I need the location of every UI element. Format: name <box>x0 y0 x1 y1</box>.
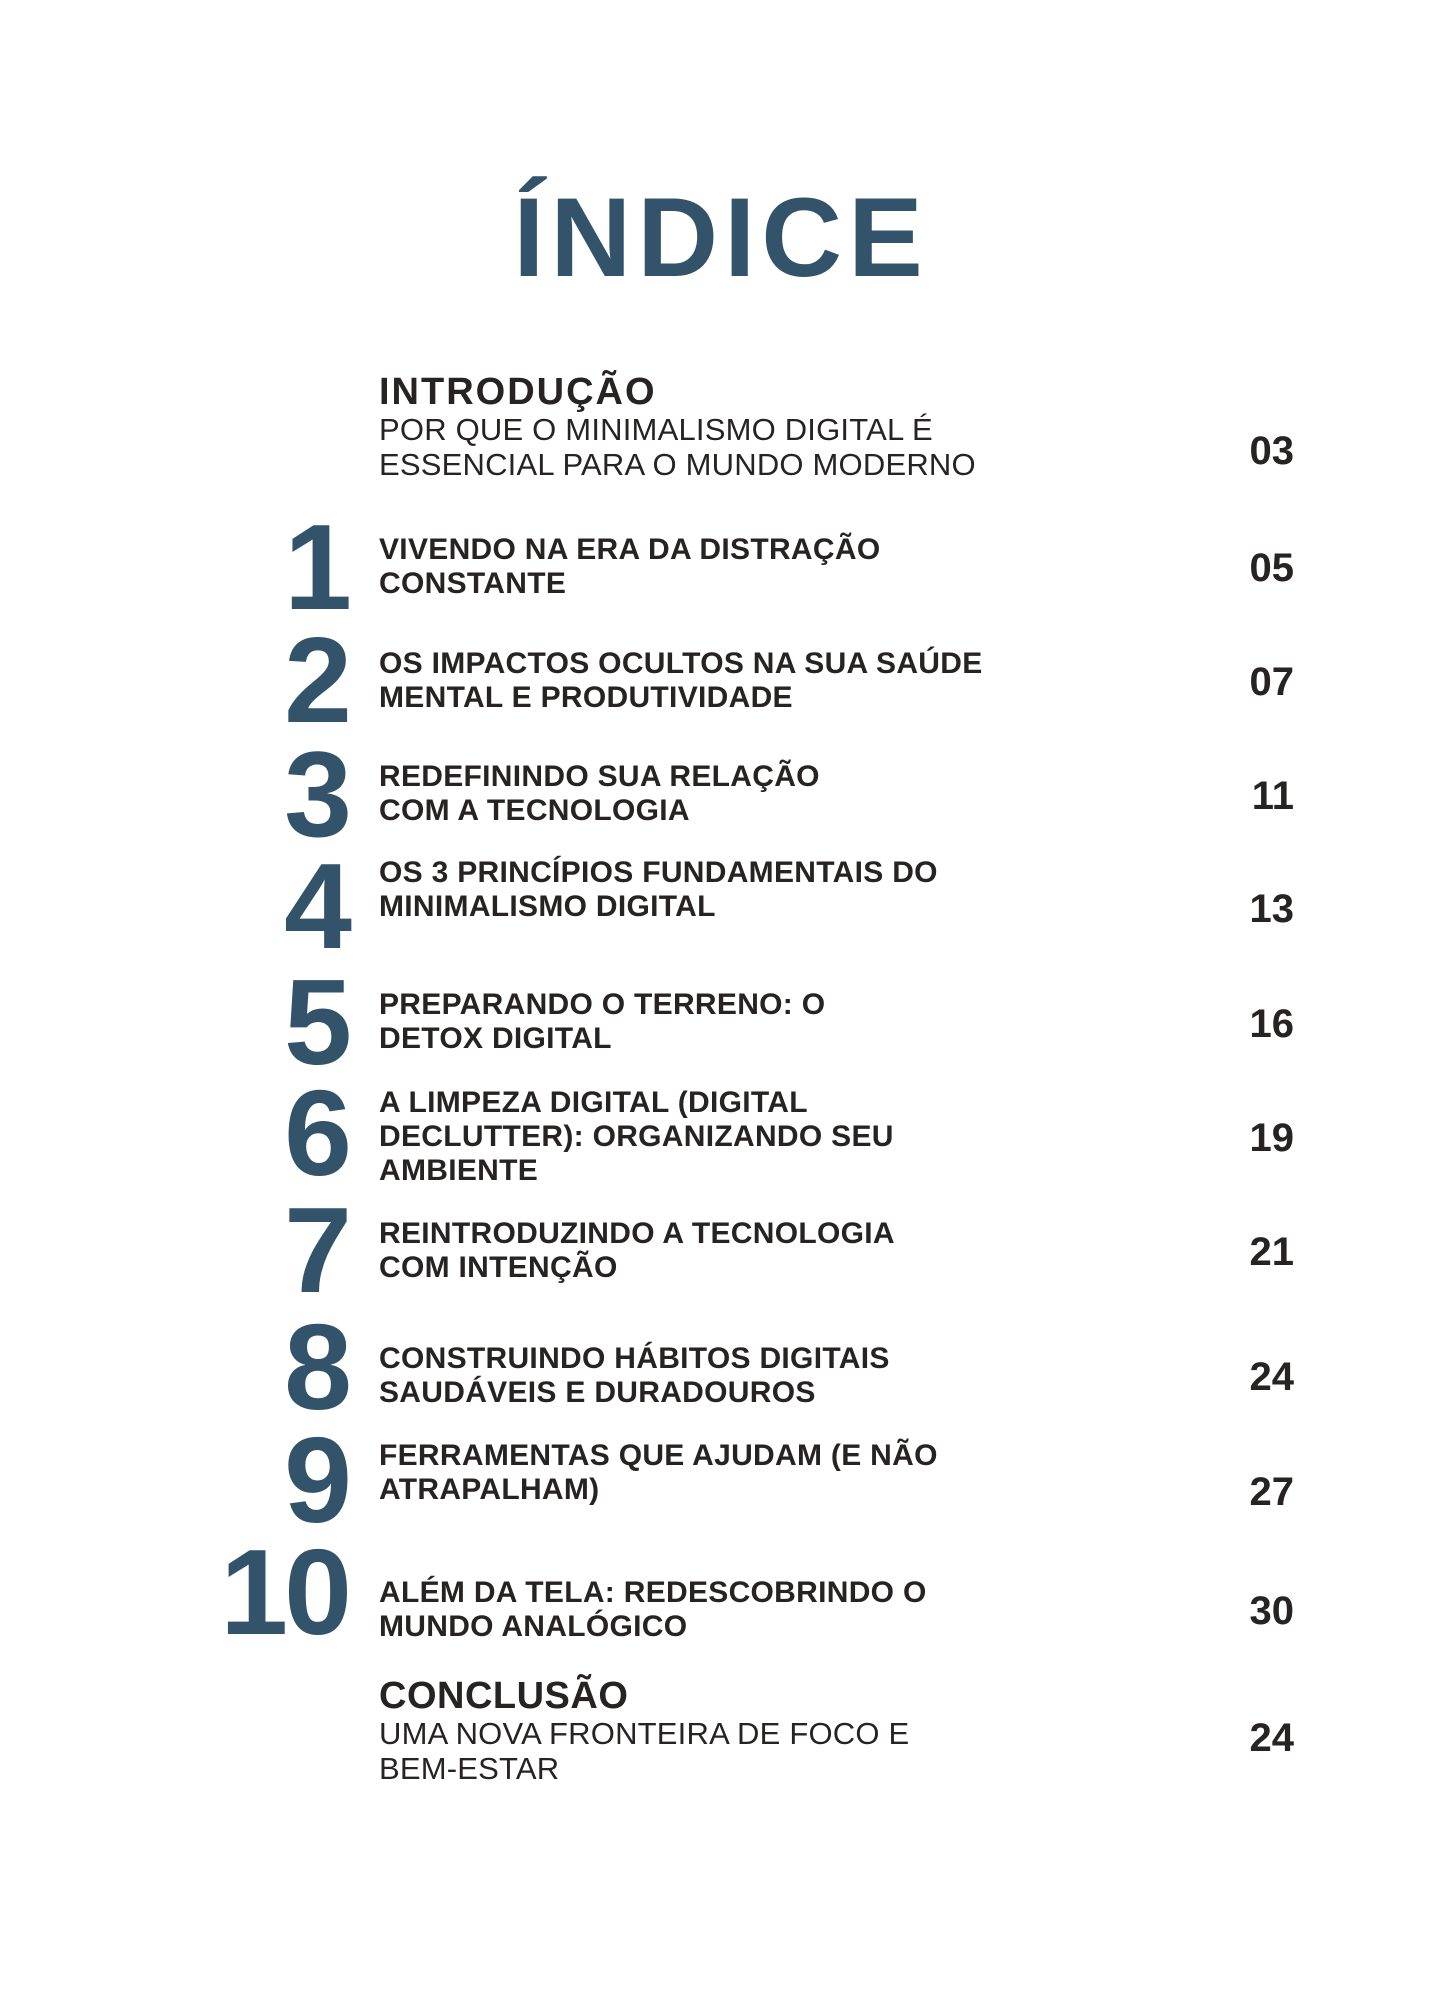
chapter-number-9: 9 <box>284 1412 348 1548</box>
toc-chapter-7[interactable] <box>379 1217 1139 1285</box>
toc-chapter-3[interactable] <box>379 760 1139 828</box>
chapter-title-line: FERRAMENTAS QUE AJUDAM (E NÃO <box>379 1439 938 1472</box>
chapter-number-3: 3 <box>284 726 348 862</box>
toc-chapter-5[interactable] <box>379 988 1139 1056</box>
toc-chapter-2[interactable] <box>379 647 1139 715</box>
chapter-title-line: MENTAL E PRODUTIVIDADE <box>379 681 793 714</box>
chapter-number-10: 10 <box>220 1524 348 1660</box>
conclusion-subtitle-line1: UMA NOVA FRONTEIRA DE FOCO E <box>379 1716 910 1751</box>
chapter-page-number: 19 <box>1249 1116 1294 1160</box>
chapter-number-4: 4 <box>284 838 348 974</box>
chapter-title-line: ALÉM DA TELA: REDESCOBRINDO O <box>379 1576 927 1609</box>
toc-chapter-1[interactable] <box>379 533 1139 601</box>
chapter-title-line: ATRAPALHAM) <box>379 1473 600 1506</box>
chapter-page-number: 07 <box>1249 660 1294 704</box>
chapter-page-number: 11 <box>1251 774 1294 818</box>
chapter-title-line: OS 3 PRINCÍPIOS FUNDAMENTAIS DO <box>379 856 938 889</box>
chapter-page-number: 30 <box>1249 1589 1294 1633</box>
intro-subtitle-line2: ESSENCIAL PARA O MUNDO MODERNO <box>379 447 976 482</box>
chapter-title-line: CONSTRUINDO HÁBITOS DIGITAIS <box>379 1342 890 1375</box>
intro-heading: INTRODUÇÃO <box>379 371 657 413</box>
intro-page-number: 03 <box>1249 429 1294 473</box>
toc-intro[interactable] <box>379 372 1139 482</box>
chapter-title-line: CONSTANTE <box>379 567 567 600</box>
chapter-title-line: PREPARANDO O TERRENO: O <box>379 988 826 1021</box>
chapter-number-5: 5 <box>284 954 348 1090</box>
chapter-title-line: MINIMALISMO DIGITAL <box>379 890 716 923</box>
chapter-number-6: 6 <box>284 1065 348 1201</box>
chapter-page-number: 13 <box>1249 887 1294 931</box>
toc-conclusion[interactable] <box>379 1676 1139 1786</box>
chapter-title-line: REDEFININDO SUA RELAÇÃO <box>379 760 820 793</box>
conclusion-page-number: 24 <box>1249 1716 1294 1760</box>
chapter-page-number: 16 <box>1249 1002 1294 1046</box>
conclusion-heading: CONCLUSÃO <box>379 1675 629 1717</box>
conclusion-subtitle-line2: BEM-ESTAR <box>379 1751 560 1786</box>
chapter-number-8: 8 <box>284 1299 348 1435</box>
chapter-page-number: 24 <box>1249 1355 1294 1399</box>
toc-chapter-4[interactable] <box>379 856 1139 924</box>
chapter-title-line: VIVENDO NA ERA DA DISTRAÇÃO <box>379 533 881 566</box>
chapter-number-2: 2 <box>284 612 348 748</box>
chapter-title-line: SAUDÁVEIS E DURADOUROS <box>379 1376 816 1409</box>
chapter-title-line: REINTRODUZINDO A TECNOLOGIA <box>379 1217 895 1250</box>
chapter-title-line: OS IMPACTOS OCULTOS NA SUA SAÚDE <box>379 647 983 680</box>
toc-chapter-6[interactable] <box>379 1086 1139 1188</box>
chapter-title-line: COM INTENÇÃO <box>379 1251 618 1284</box>
page-title: ÍNDICE <box>513 175 929 300</box>
chapter-title-line: A LIMPEZA DIGITAL (DIGITAL <box>379 1086 808 1119</box>
chapter-number-7: 7 <box>284 1182 348 1318</box>
chapter-page-number: 27 <box>1249 1470 1294 1514</box>
chapter-title-line: AMBIENTE <box>379 1154 539 1187</box>
chapter-page-number: 21 <box>1249 1230 1294 1274</box>
chapter-title-line: DECLUTTER): ORGANIZANDO SEU <box>379 1120 894 1153</box>
chapter-number-1: 1 <box>284 499 348 635</box>
chapter-title-line: DETOX DIGITAL <box>379 1022 612 1055</box>
chapter-title-line: MUNDO ANALÓGICO <box>379 1610 688 1643</box>
toc-chapter-8[interactable] <box>379 1342 1139 1410</box>
toc-chapter-9[interactable] <box>379 1439 1139 1507</box>
intro-subtitle-line1: POR QUE O MINIMALISMO DIGITAL É <box>379 412 933 447</box>
chapter-page-number: 05 <box>1249 546 1294 590</box>
toc-chapter-10[interactable] <box>379 1576 1139 1644</box>
chapter-title-line: COM A TECNOLOGIA <box>379 794 690 827</box>
